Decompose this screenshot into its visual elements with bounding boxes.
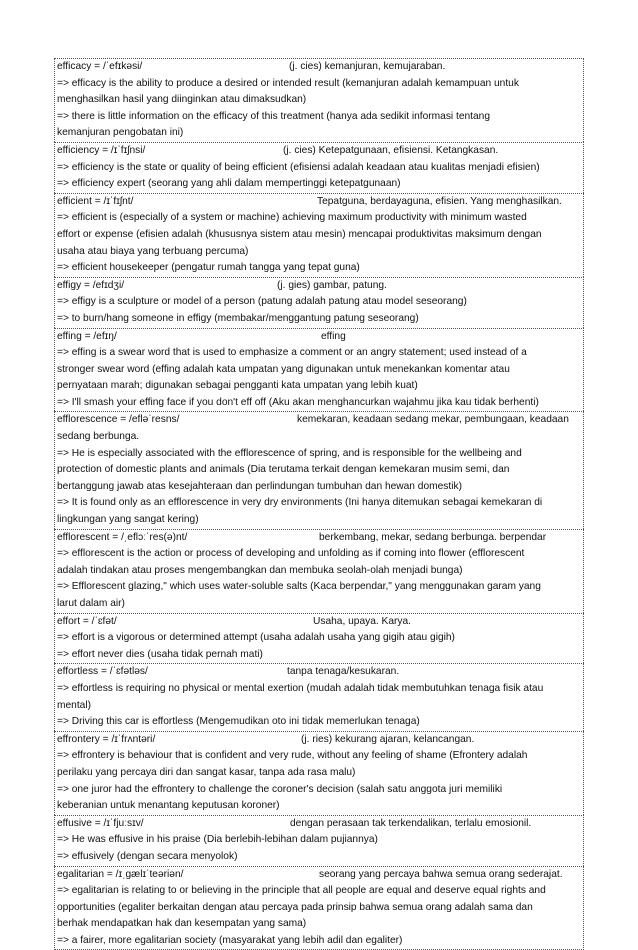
- translation: effing: [321, 329, 581, 346]
- entry-text-line: => a fairer, more egalitarian society (masyarakat yang lebih adil dan egaliter): [57, 933, 581, 950]
- entry-text-line: => to burn/hang someone in effigy (membakar/menggantung patung seseorang): [57, 311, 581, 328]
- entry-text-line: => He was effusive in his praise (Dia berlebih-lebihan dalam pujiannya): [57, 832, 581, 849]
- entry-text-line: => effort never dies (usaha tidak pernah mati): [57, 647, 581, 664]
- entry-text-line: => I'll smash your effing face if you don't eff off (Aku akan menghancurkan wajahmu jika kau tidak berhenti): [57, 395, 581, 412]
- entry-text-line: protection of domestic plants and animals (Dia terutama terkait dengan kemekaran musim semi, dan: [57, 462, 581, 479]
- entry-text-line: sedang berbunga.: [57, 429, 581, 446]
- headword: effortless = /ˈɛfətləs/: [57, 664, 287, 681]
- headword: egalitarian = /ɪˌɡælɪˈteəriən/: [57, 867, 319, 884]
- entry-text-line: => one juror had the effrontery to challenge the coroner's decision (salah satu anggota juri memiliki: [57, 782, 581, 799]
- entry-headline: [57, 143, 581, 160]
- headword: efflorescent = /ˌeflɔːˈres(ə)nt/: [57, 530, 319, 547]
- entry-headline: [57, 867, 581, 884]
- entry-text-line: opportunities (egaliter berkaitan dengan atau percaya pada prinsip bahwa semua orang adalah sama dan: [57, 900, 581, 917]
- translation: seorang yang percaya bahwa semua orang sederajat.: [319, 867, 581, 884]
- headword: efficient = /ɪˈfɪʃnt/: [57, 194, 317, 211]
- entry-text-line: kemanjuran pengobatan ini): [57, 125, 581, 142]
- entry-text-line: perilaku yang percaya diri dan sangat kasar, tanpa ada rasa malu): [57, 765, 581, 782]
- entry-text-line: lingkungan yang sangat kering): [57, 512, 581, 529]
- entry-headline: [57, 732, 581, 749]
- entry-text-line: => effrontery is behaviour that is confident and very rude, without any feeling of shame (Efrontery adalah: [57, 748, 581, 765]
- translation: Usaha, upaya. Karya.: [313, 614, 581, 631]
- translation: (j. cies) Ketepatgunaan, efisiensi. Ketangkasan.: [283, 143, 581, 160]
- headword: efficacy = /ˈefɪkəsi/: [57, 59, 289, 76]
- entry-text-line: => effigy is a sculpture or model of a person (patung adalah patung atau model seseorang): [57, 294, 581, 311]
- translation: dengan perasaan tak terkendalikan, terlalu emosionil.: [290, 816, 581, 833]
- entry-text-line: mental): [57, 698, 581, 715]
- headword: effrontery = /ɪˈfrʌntəri/: [57, 732, 301, 749]
- dictionary-entry: [54, 613, 584, 664]
- entry-text-line: => efficient housekeeper (pengatur rumah tangga yang tepat guna): [57, 260, 581, 277]
- entry-headline: [57, 329, 581, 346]
- entry-text-line: keberanian untuk menantang keputusan koroner): [57, 798, 581, 815]
- entry-text-line: usaha atau biaya yang terbuang percuma): [57, 244, 581, 261]
- entry-headline: [57, 816, 581, 833]
- translation: (j. cies) kemanjuran, kemujaraban.: [289, 59, 581, 76]
- entry-text-line: => effortless is requiring no physical or mental exertion (mudah adalah tidak membutuhkan tenaga fisik atau: [57, 681, 581, 698]
- headword: effing = /efɪŋ/: [57, 329, 321, 346]
- entry-text-line: => It is found only as an efflorescence in very dry environments (Ini hanya ditemukan sebagai kemekaran di: [57, 495, 581, 512]
- entry-text-line: bertanggung jawab atas kesejahteraan dan perlindungan tumbuhan dan hewan domestik): [57, 479, 581, 496]
- translation: (j. gies) gambar, patung.: [277, 278, 581, 295]
- entry-text-line: => effusively (dengan secara menyolok): [57, 849, 581, 866]
- entry-text-line: => He is especially associated with the efflorescence of spring, and is responsible for the wellbeing and: [57, 446, 581, 463]
- headword: effusive = /ɪˈfjuːsɪv/: [57, 816, 290, 833]
- entry-text-line: => Efflorescent glazing," which uses water-soluble salts (Kaca berpendar," yang menggunakan garam yang: [57, 579, 581, 596]
- entry-text-line: larut dalam air): [57, 596, 581, 613]
- translation: Tepatguna, berdayaguna, efisien. Yang menghasilkan.: [317, 194, 581, 211]
- entry-headline: [57, 412, 581, 429]
- dictionary-entry: [54, 328, 584, 412]
- headword: efflorescence = /efləˈresns/: [57, 412, 297, 429]
- entry-text-line: => efficient is (especially of a system or machine) achieving maximum productivity with minimum wasted: [57, 210, 581, 227]
- entry-text-line: => egalitarian is relating to or believing in the principle that all people are equal and deserve equal rights and: [57, 883, 581, 900]
- entry-text-line: => efficacy is the ability to produce a desired or intended result (kemanjuran adalah kemampuan untuk: [57, 76, 581, 93]
- dictionary-page: [54, 58, 584, 950]
- dictionary-entry: [54, 411, 584, 528]
- translation: tanpa tenaga/kesukaran.: [287, 664, 581, 681]
- entry-headline: [57, 59, 581, 76]
- dictionary-entry: [54, 529, 584, 613]
- entry-text-line: => efficiency expert (seorang yang ahli dalam mempertinggi ketepatgunaan): [57, 176, 581, 193]
- entry-text-line: berhak mendapatkan hak dan kesempatan yang sama): [57, 916, 581, 933]
- entry-text-line: => efflorescent is the action or process of developing and unfolding as if coming into flower (efflorescent: [57, 546, 581, 563]
- headword: efficiency = /ɪˈfɪʃnsi/: [57, 143, 283, 160]
- entry-headline: [57, 194, 581, 211]
- dictionary-entry: [54, 142, 584, 193]
- entry-text-line: => effing is a swear word that is used to emphasize a comment or an angry statement; used instead of a: [57, 345, 581, 362]
- dictionary-entry: [54, 58, 584, 142]
- entry-text-line: => efficiency is the state or quality of being efficient (efisiensi adalah keadaan atau kualitas menjadi efisien): [57, 160, 581, 177]
- headword: effigy = /efɪdʒi/: [57, 278, 277, 295]
- headword: effort = /ˈɛfət/: [57, 614, 313, 631]
- entry-text-line: => effort is a vigorous or determined attempt (usaha adalah usaha yang gigih atau gigih): [57, 630, 581, 647]
- entry-text-line: adalah tindakan atau proses mengembangkan dan membuka seolah-olah menjadi bunga): [57, 563, 581, 580]
- entry-headline: [57, 530, 581, 547]
- entry-text-line: => there is little information on the efficacy of this treatment (hanya ada sedikit informasi tentang: [57, 109, 581, 126]
- entry-headline: [57, 614, 581, 631]
- entry-text-line: => Driving this car is effortless (Mengemudikan oto ini tidak memerlukan tenaga): [57, 714, 581, 731]
- dictionary-entry: [54, 731, 584, 815]
- entry-text-line: effort or expense (efisien adalah (khususnya sistem atau mesin) mencapai produktivitas maksimum dengan: [57, 227, 581, 244]
- dictionary-entry: [54, 193, 584, 277]
- translation: (j. ries) kekurang ajaran, kelancangan.: [301, 732, 581, 749]
- entry-headline: [57, 278, 581, 295]
- translation: berkembang, mekar, sedang berbunga. berpendar: [319, 530, 581, 547]
- entry-text-line: pernyataan marah; digunakan sebagai pengganti kata umpatan yang lebih kuat): [57, 378, 581, 395]
- dictionary-entry: [54, 277, 584, 328]
- dictionary-entry: [54, 815, 584, 866]
- entry-text-line: stronger swear word (effing adalah kata umpatan yang digunakan untuk menekankan komentar atau: [57, 362, 581, 379]
- entry-headline: [57, 664, 581, 681]
- dictionary-entry: [54, 663, 584, 730]
- entry-text-line: menghasilkan hasil yang diinginkan atau dimaksudkan): [57, 92, 581, 109]
- translation: kemekaran, keadaan sedang mekar, pembungaan, keadaan: [297, 412, 581, 429]
- dictionary-entry: [54, 866, 584, 950]
